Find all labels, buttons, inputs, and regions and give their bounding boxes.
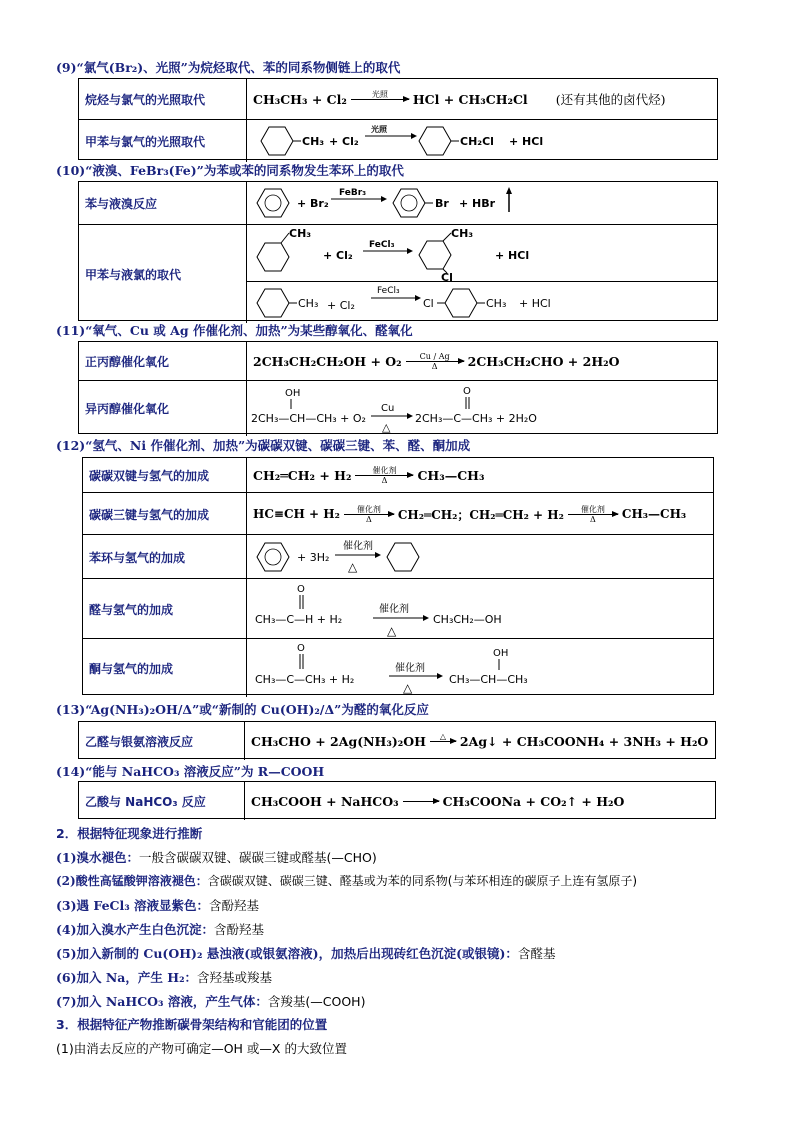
section-9-heading: (9)“氯气(Br₂)、光照”为烷烃取代、苯的同系物侧链上的取代 <box>56 60 401 75</box>
condition: Δ <box>431 361 438 371</box>
benzene-ring <box>257 189 289 217</box>
condition: △ <box>348 560 358 574</box>
condition: Cu <box>381 403 395 414</box>
text: + Cl₂ <box>327 299 355 312</box>
list-lead: (5)加入新制的 Cu(OH)₂ 悬浊液(或银氨溶液)，加热后出现砖红色沉淀(或银镜)： <box>56 946 518 961</box>
text: CH₃ <box>451 227 474 240</box>
table-row <box>79 79 717 119</box>
condition: FeCl₃ <box>369 240 395 250</box>
text: CH₃—CH—CH₃ <box>449 673 528 686</box>
text: + HCl <box>495 249 530 262</box>
isopropanol-oxidation-diagram <box>247 381 717 436</box>
condition: 催化剂 <box>580 504 605 514</box>
equation-lhs: CH₃CHO + 2Ag(NH₃)₂OH <box>251 733 426 749</box>
text: CH₃ <box>298 297 319 310</box>
row-label: 酮与氢气的加成 <box>83 639 247 697</box>
section-14-heading: (14)“能与 NaHCO₃ 溶液反应”为 R—COOH <box>56 764 325 779</box>
row-label: 乙醛与银氨溶液反应 <box>79 722 245 760</box>
list-text: 含酚羟基 <box>209 898 260 913</box>
equation <box>247 342 717 380</box>
benzene-ring <box>445 289 477 317</box>
equation <box>247 639 713 697</box>
equation <box>247 182 717 224</box>
equation-rhs: 2CH₃CH₂CHO + 2H₂O <box>467 353 620 369</box>
list-lead: (3)遇 FeCl₃ 溶液显紫色： <box>56 898 210 913</box>
benzene-ring <box>419 241 451 269</box>
list-item <box>56 848 377 866</box>
row-label: 苯环与氢气的加成 <box>83 535 247 579</box>
text: OH <box>493 648 509 659</box>
table-row <box>83 492 713 535</box>
text: + HBr <box>459 197 496 210</box>
table-14 <box>78 781 716 819</box>
text: + HCl <box>509 135 544 148</box>
text: CH₃CH₂—OH <box>433 613 502 626</box>
section-3-heading: 3．根据特征产物推断碳骨架结构和官能团的位置 <box>56 1017 328 1032</box>
section-11-heading: (11)“氧气、Cu 或 Ag 作催化剂、加热”为某些醇氧化、醛氧化 <box>56 323 413 338</box>
text: OH <box>285 388 301 399</box>
text: + Cl₂ <box>323 249 353 262</box>
condition: 催化剂 <box>379 604 409 615</box>
condition: FeBr₃ <box>339 188 367 198</box>
reaction-arrow <box>406 352 464 371</box>
list-item <box>56 896 259 914</box>
table-row <box>79 224 717 323</box>
list-lead: (4)加入溴水产生白色沉淀： <box>56 922 215 937</box>
reaction-arrow <box>403 792 439 811</box>
table-row <box>83 638 713 697</box>
equation-note: (还有其他的卤代烃) <box>555 92 666 107</box>
table-row <box>79 380 717 436</box>
list-lead: (6)加入 Na，产生 H₂： <box>56 970 198 985</box>
condition: 催化剂 <box>395 663 425 674</box>
text: CH₃ <box>302 135 325 148</box>
list-text: 含酚羟基 <box>214 922 265 937</box>
condition: Δ <box>590 514 596 524</box>
section-12-heading: (12)“氢气、Ni 作催化剂、加热”为碳碳双键、碳碳三键、苯、醛、酮加成 <box>56 438 471 453</box>
reaction-arrow <box>430 732 456 751</box>
equation-lhs: 2CH₃CH₂CH₂OH + O₂ <box>253 353 402 369</box>
row-label: 甲苯与液氯的取代 <box>79 225 247 323</box>
table-row <box>79 782 715 820</box>
text: CH₃—C—H + H₂ <box>255 613 343 626</box>
equation-rhs: CH₃—CH₃ <box>417 467 485 483</box>
text: 2CH₃—CH—CH₃ + O₂ <box>251 412 366 425</box>
condition: △ <box>382 421 391 434</box>
condition: 光照 <box>371 89 388 99</box>
sub-row <box>247 281 717 324</box>
table-row <box>79 342 717 380</box>
list-item <box>56 944 555 962</box>
text: CH₃ <box>486 297 507 310</box>
equation-rhs: CH₃COONa + CO₂↑ + H₂O <box>442 793 625 809</box>
list-item: (1)由消去反应的产物可确定—OH 或—X 的大致位置 <box>56 1041 347 1056</box>
row-label: 醛与氢气的加成 <box>83 579 247 639</box>
list-lead: (7)加入 NaHCO₃ 溶液，产生气体： <box>56 994 268 1009</box>
row-label: 乙酸与 NaHCO₃ 反应 <box>79 782 245 820</box>
list-text: 含羟基或羧基 <box>197 970 273 985</box>
toluene-chlorination-para-meta-diagram <box>247 225 717 281</box>
equation-lhs: CH₃COOH + NaHCO₃ <box>251 793 399 809</box>
text: + 3H₂ <box>297 551 330 564</box>
equation-mid: CH₂═CH₂；CH₂═CH₂ + H₂ <box>397 507 564 522</box>
text: + HCl <box>519 297 551 310</box>
cyclohexane-ring <box>387 543 419 571</box>
text: O <box>297 643 305 654</box>
table-row <box>79 119 717 162</box>
list-item <box>56 872 637 889</box>
row-label: 甲苯与氯气的光照取代 <box>79 120 247 162</box>
benzene-ring <box>419 127 451 155</box>
text: O <box>297 584 305 595</box>
section-10-heading: (10)“液溴、FeBr₃(Fe)”为苯或苯的同系物发生苯环上的取代 <box>56 163 404 178</box>
condition: Δ <box>365 514 372 524</box>
equation-lhs: CH₃CH₃ + Cl₂ <box>253 91 347 107</box>
benzene-ring <box>393 189 425 217</box>
text: CH₂Cl <box>460 135 494 148</box>
reaction-arrow <box>568 505 618 524</box>
list-lead: (1)溴水褪色： <box>56 850 140 865</box>
equation <box>247 458 713 492</box>
benzene-ring <box>257 543 289 571</box>
equation <box>247 579 713 639</box>
table-row <box>79 722 715 760</box>
list-text: 含醛基 <box>517 946 556 961</box>
equation <box>245 722 715 760</box>
row-label: 碳碳双键与氢气的加成 <box>83 458 247 492</box>
section-13-heading: (13)“Ag(NH₃)₂OH/Δ”或“新制的 Cu(OH)₂/Δ”为醛的氧化反应 <box>56 702 429 717</box>
ketone-hydrogenation-diagram <box>247 639 713 697</box>
row-label: 异丙醇催化氧化 <box>79 381 247 436</box>
text: CH₃ <box>289 227 312 240</box>
text: O <box>463 386 471 397</box>
toluene-chlorination-diagram <box>247 120 717 162</box>
list-text: 一般含碳碳双键、碳碳三键或醛基(—CHO) <box>139 850 377 865</box>
reaction-arrow <box>351 90 409 109</box>
text: Cl <box>441 271 453 281</box>
list-item <box>56 968 272 986</box>
reaction-arrow <box>344 505 394 524</box>
condition: 光照 <box>371 125 387 134</box>
condition: Cu / Ag <box>419 351 450 361</box>
equation <box>247 493 713 535</box>
benzene-ring <box>257 243 289 271</box>
equation <box>247 120 717 162</box>
equation-lhs: HC≡CH + H₂ <box>253 507 340 521</box>
list-item <box>56 992 365 1010</box>
condition: △ <box>403 681 413 695</box>
section-2-heading: 2．根据特征现象进行推断 <box>56 826 203 841</box>
text: 2CH₃—C—CH₃ + 2H₂O <box>415 412 537 425</box>
equation <box>247 79 717 119</box>
table-row <box>79 182 717 224</box>
table-10 <box>78 181 718 321</box>
row-label: 苯与液溴反应 <box>79 182 247 224</box>
text: CH₃—C—CH₃ + H₂ <box>255 673 355 686</box>
condition: 催化剂 <box>343 541 373 552</box>
equation-rhs: HCl + CH₃CH₂Cl <box>412 91 528 107</box>
list-text: 含碳碳双键、碳碳三键、醛基或为苯的同系物(与苯环相连的碳原子上连有氢原子) <box>207 874 638 888</box>
condition: △ <box>439 731 446 741</box>
condition: 催化剂 <box>356 504 381 514</box>
row-label: 烷烃与氯气的光照取代 <box>79 79 247 119</box>
table-row <box>83 458 713 492</box>
text: + Cl₂ <box>329 135 359 148</box>
equation-lhs: CH₂═CH₂ + H₂ <box>253 467 352 483</box>
list-item <box>56 920 264 938</box>
equation <box>247 381 717 436</box>
condition: 催化剂 <box>372 465 397 475</box>
text: Br <box>435 197 449 210</box>
condition: △ <box>387 624 397 638</box>
table-13 <box>78 721 716 759</box>
text: Cl <box>423 297 434 310</box>
condition: FeCl₃ <box>377 286 400 296</box>
table-9 <box>78 78 718 160</box>
equation <box>247 225 717 281</box>
equation-rhs: CH₃—CH₃ <box>621 507 687 521</box>
list-lead: (2)酸性高锰酸钾溶液褪色： <box>56 874 208 888</box>
row-label: 正丙醇催化氧化 <box>79 342 247 380</box>
equation <box>245 782 715 820</box>
equation-rhs: 2Ag↓ + CH₃COONH₄ + 3NH₃ + H₂O <box>459 733 709 749</box>
table-row <box>83 534 713 579</box>
benzene-ring <box>257 289 289 317</box>
benzene-hydrogenation-diagram <box>247 535 713 579</box>
text: + Br₂ <box>297 197 329 210</box>
table-12 <box>82 457 714 695</box>
benzene-bromination-diagram <box>247 182 717 224</box>
list-text: 含羧基(—COOH) <box>267 994 366 1009</box>
table-11 <box>78 341 718 434</box>
aldehyde-hydrogenation-diagram <box>247 579 713 639</box>
condition: Δ <box>381 475 388 485</box>
equation <box>247 535 713 579</box>
toluene-chlorination-ortho-diagram <box>247 282 717 324</box>
table-row <box>83 578 713 639</box>
row-label: 碳碳三键与氢气的加成 <box>83 493 247 535</box>
benzene-ring <box>261 127 293 155</box>
reaction-arrow <box>355 466 413 485</box>
